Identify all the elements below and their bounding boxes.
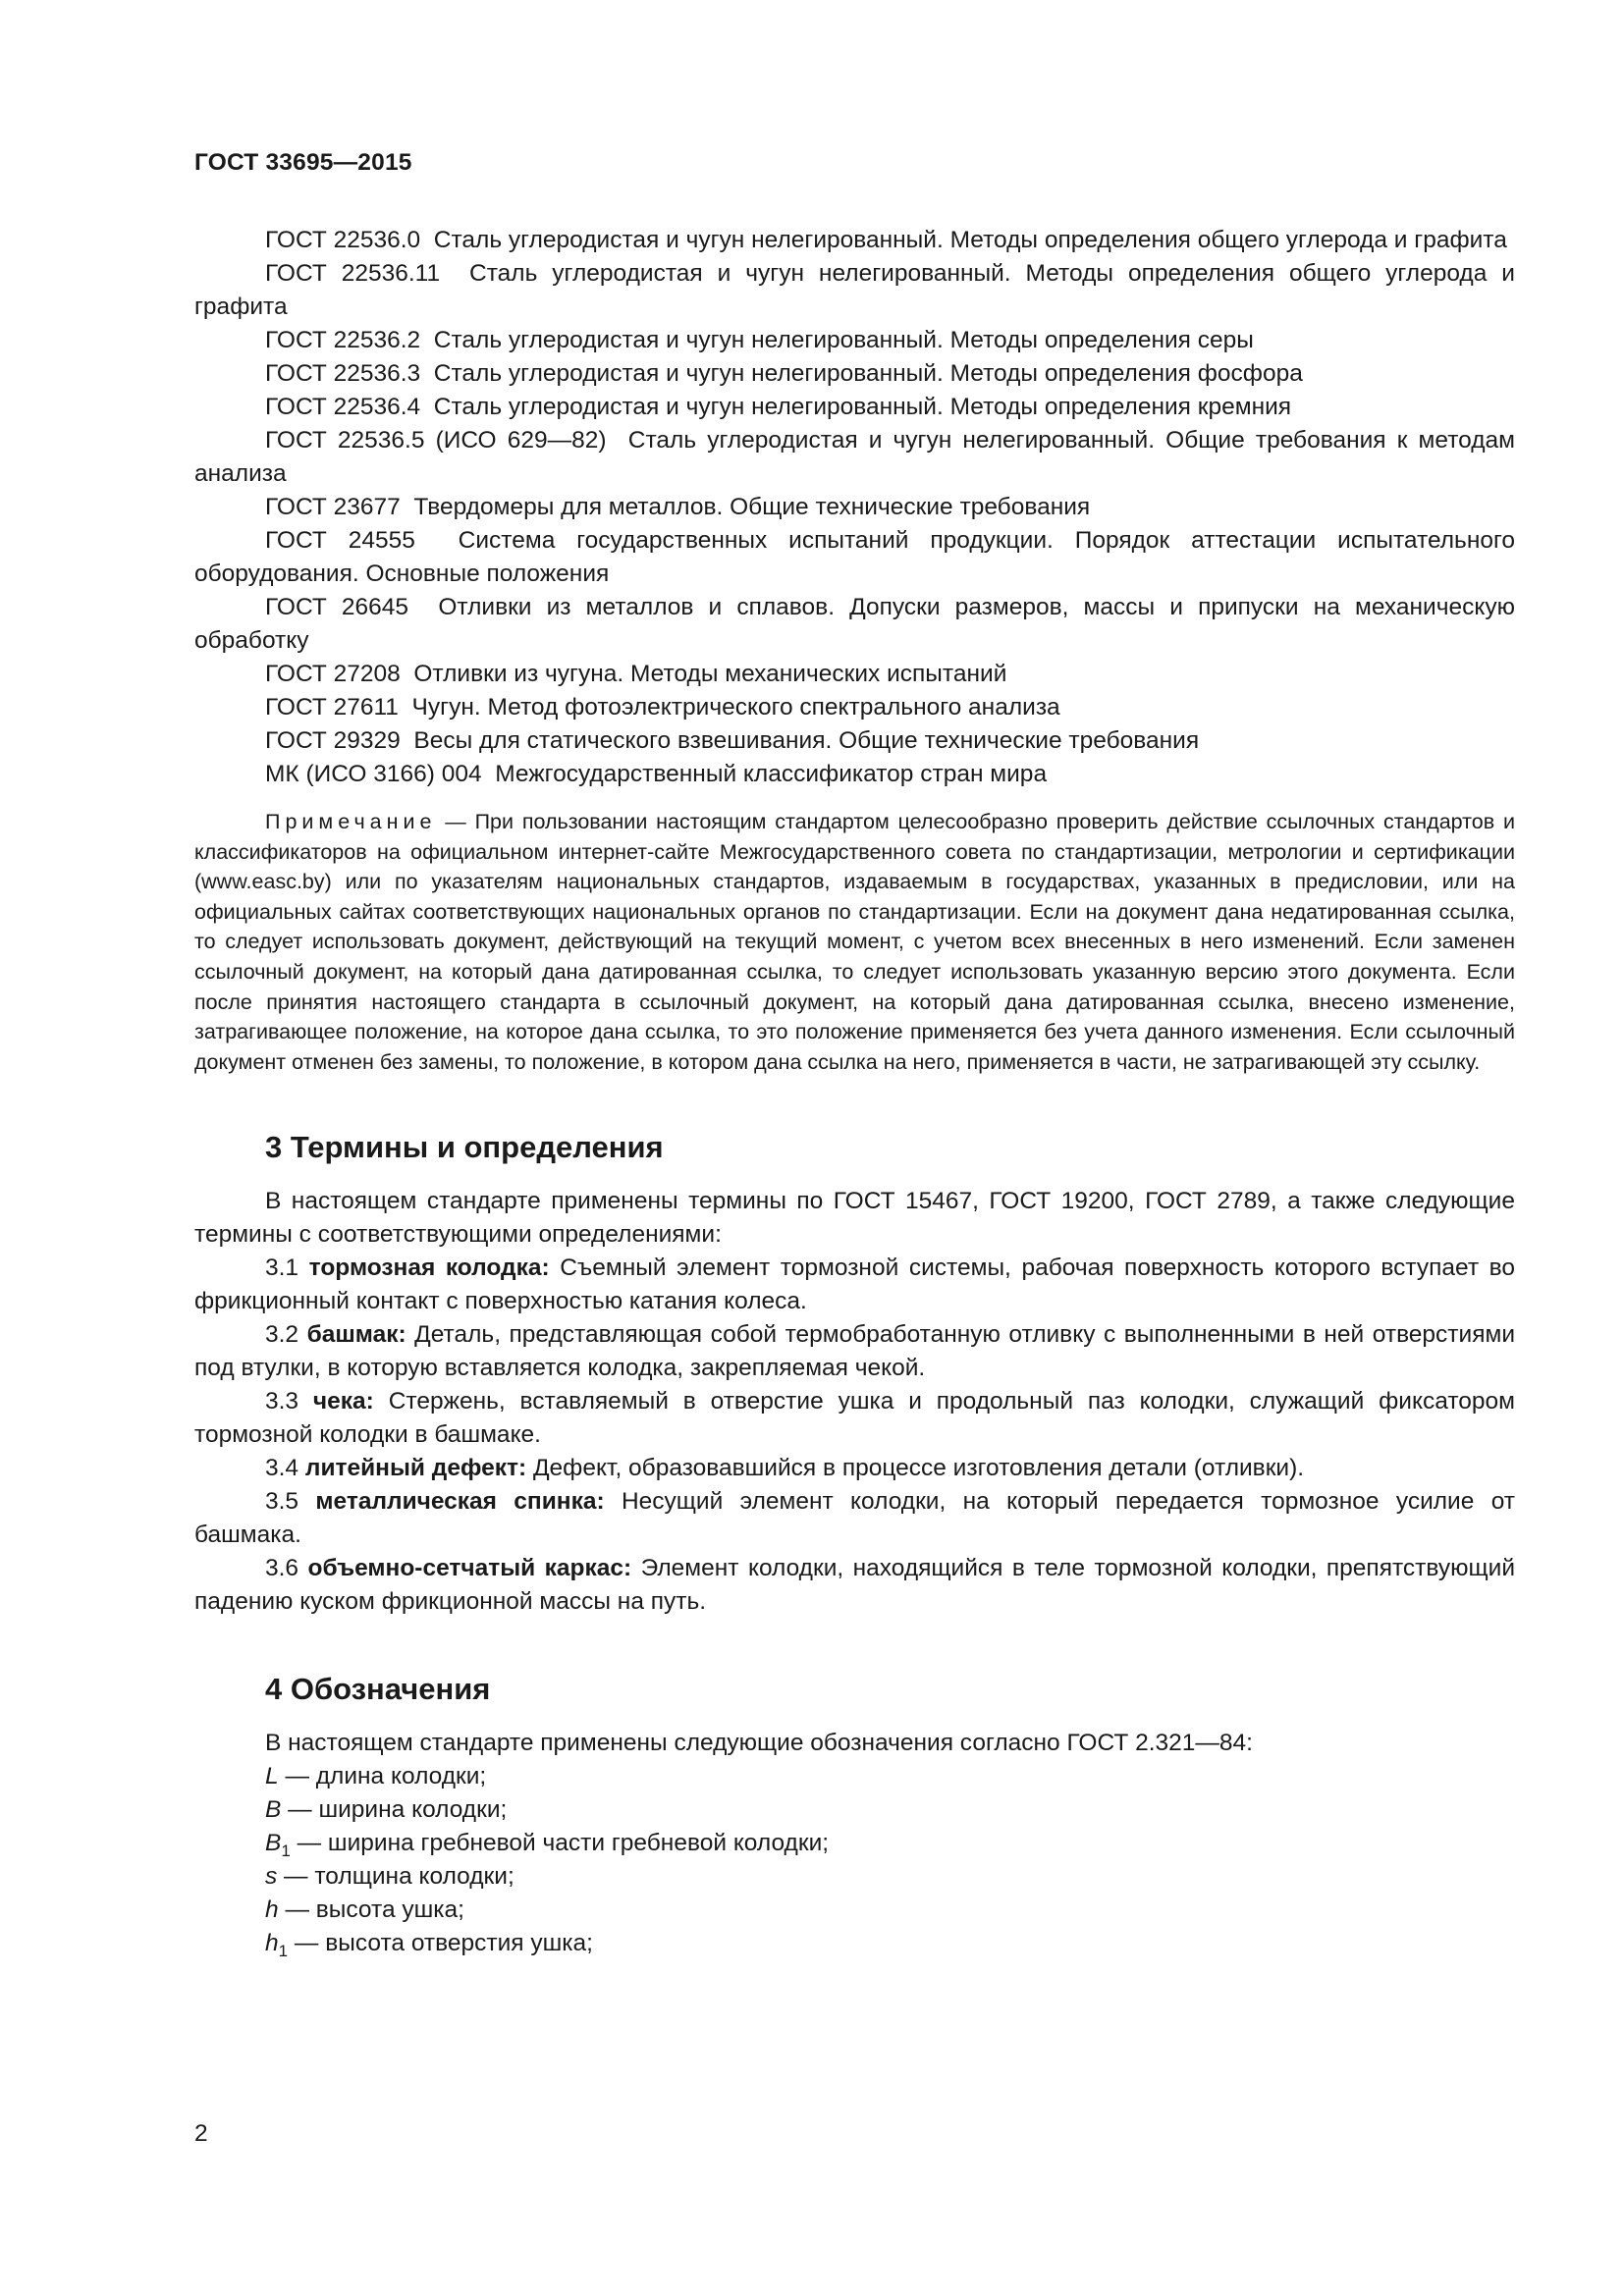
reference-code: ГОСТ 27208 — [265, 661, 401, 687]
page-content — [194, 224, 1515, 1960]
reference-code: ГОСТ 22536.5 (ИСО 629—82) — [265, 427, 607, 454]
reference-item — [194, 224, 1515, 257]
reference-code: ГОСТ 22536.3 — [265, 360, 421, 387]
section-4-body — [194, 1727, 1515, 1960]
term-text: Дефект, образовавшийся в процессе изготовления детали (отливки). — [532, 1455, 1305, 1482]
symbol: h — [265, 1930, 279, 1957]
reference-title: Сталь углеродистая и чугун нелегированный. Методы определения общего углерода и графита — [194, 260, 1515, 320]
reference-item — [194, 524, 1515, 591]
symbol-item — [194, 1760, 1515, 1793]
section-3-intro: В настоящем стандарте применены термины по ГОСТ 15467, ГОСТ 19200, ГОСТ 2789, а также следующие термины с соответствующими определениями: — [194, 1188, 1515, 1249]
note-label: Примечание — [265, 810, 437, 833]
page-number: 2 — [194, 2120, 208, 2147]
reference-title: Межгосударственный классификатор стран мира — [495, 761, 1048, 787]
reference-item — [194, 691, 1515, 724]
term-number: 3.4 — [265, 1455, 299, 1482]
reference-item — [194, 257, 1515, 324]
reference-code: ГОСТ 22536.0 — [265, 227, 421, 253]
term-number: 3.1 — [265, 1255, 299, 1282]
symbol-item — [194, 1827, 1515, 1860]
reference-title: Твердомеры для металлов. Общие технические требования — [413, 494, 1091, 520]
reference-code: МК (ИСО 3166) 004 — [265, 761, 482, 787]
reference-item — [194, 357, 1515, 391]
symbol-item — [194, 1927, 1515, 1960]
symbol-item — [194, 1793, 1515, 1827]
symbol-description: — высота отверстия ушка; — [288, 1930, 593, 1957]
reference-item — [194, 324, 1515, 357]
term-definition — [194, 1252, 1515, 1318]
section-4-intro: В настоящем стандарте применены следующие обозначения согласно ГОСТ 2.321—84: — [265, 1730, 1253, 1757]
symbol-item — [194, 1860, 1515, 1894]
reference-code: ГОСТ 22536.2 — [265, 327, 421, 353]
reference-code: ГОСТ 24555 — [265, 527, 415, 554]
term-number: 3.5 — [265, 1488, 299, 1516]
reference-title: Чугун. Метод фотоэлектрического спектрального анализа — [411, 694, 1060, 721]
symbol: s — [265, 1863, 278, 1891]
reference-item — [194, 491, 1515, 524]
reference-code: ГОСТ 29329 — [265, 727, 401, 754]
term-text: Деталь, представляющая собой термобработанную отливку с выполненными в ней отверстиями под втулки, в которую вставляется колодка, закрепляемая чекой. — [194, 1321, 1516, 1382]
term-name: металлическая спинка: — [315, 1488, 605, 1516]
reference-item — [194, 591, 1515, 658]
reference-title: Сталь углеродистая и чугун нелегированный. Методы определения фосфора — [433, 360, 1303, 387]
symbol: B — [265, 1830, 282, 1857]
reference-title: Весы для статического взвешивания. Общие технические требования — [413, 727, 1200, 754]
normative-references-list — [194, 224, 1515, 791]
term-name: чека: — [312, 1388, 374, 1415]
reference-title: Сталь углеродистая и чугун нелегированный. Методы определения кремния — [433, 394, 1292, 420]
reference-title: Сталь углеродистая и чугун нелегированный. Методы определения серы — [433, 327, 1254, 353]
term-definition — [194, 1452, 1515, 1485]
term-name: тормозная колодка: — [308, 1255, 550, 1282]
reference-code: ГОСТ 26645 — [265, 594, 409, 620]
reference-item — [194, 658, 1515, 691]
section-4-heading: 4 Обозначения — [265, 1672, 491, 1707]
term-text: Съемный элемент тормозной системы, рабочая поверхность которого вступает во фрикционный контакт с поверхностью катания колеса. — [194, 1255, 1515, 1315]
symbol-description: — высота ушка; — [278, 1896, 464, 1924]
term-definition — [194, 1485, 1515, 1552]
term-text: Элемент колодки, находящийся в теле тормозной колодки, препятствующий падению куском фрикционной массы на путь. — [194, 1555, 1516, 1616]
term-text: Стержень, вставляемый в отверстие ушка и продольный паз колодки, служащий фиксатором тормозной колодки в башмаке. — [194, 1388, 1515, 1449]
section-3-body — [194, 1185, 1515, 1619]
symbol: L — [265, 1763, 279, 1790]
symbol-item — [194, 1894, 1515, 1927]
term-name: объемно-сетчатый каркас: — [307, 1555, 632, 1582]
symbol-subscript: 1 — [278, 1942, 289, 1961]
symbol: B — [265, 1796, 282, 1824]
reference-code: ГОСТ 22536.4 — [265, 394, 421, 420]
symbol-description: — толщина колодки; — [277, 1863, 514, 1891]
reference-title: Отливки из чугуна. Методы механических испытаний — [413, 661, 1007, 687]
reference-item — [194, 424, 1515, 491]
symbol-subscript: 1 — [281, 1842, 291, 1861]
section-3-heading: 3 Термины и определения — [265, 1130, 664, 1165]
reference-item — [194, 391, 1515, 424]
reference-code: ГОСТ 27611 — [265, 694, 399, 721]
term-name: башмак: — [306, 1321, 406, 1349]
note-paragraph — [194, 807, 1515, 1077]
reference-code: ГОСТ 23677 — [265, 494, 401, 520]
reference-title: Сталь углеродистая и чугун нелегированный. Общие требования к методам анализа — [194, 427, 1515, 487]
reference-title: Сталь углеродистая и чугун нелегированный. Методы определения общего углерода и графита — [433, 227, 1507, 253]
symbol: h — [265, 1896, 279, 1924]
reference-item — [194, 758, 1515, 791]
note-text: — При пользовании настоящим стандартом целесообразно проверить действие ссылочных стандартов и классификаторов на официальном интернет-сайте Межгосударственного совета по стандартизации, метрологии и сертификации (www.easc.by) или по указателям национальных стандартов, издаваемым в государствах, указанных в предисловии, или на официальных сайтах соответствующих национальных органов по стандартизации. Если на документ дана недатированная ссылка, то следует использовать документ, действующий на текущий момент, с учетом всех внесенных в него изменений. Если заменен ссылочный документ, на который дана датированная ссылка, то следует использовать указанную версию этого документа. Если после принятия настоящего стандарта в ссылочный документ, на который дана датированная ссылка, внесено изменение, затрагивающее положение, на которое дана ссылка, то это положение применяется без учета данного изменения. Если ссылочный документ отменен без замены, то положение, в котором дана ссылка на него, применяется в части, не затрагивающей эту ссылку. — [194, 810, 1515, 1074]
symbol-description: — ширина колодки; — [281, 1796, 508, 1824]
reference-item — [194, 724, 1515, 758]
reference-code: ГОСТ 22536.11 — [265, 260, 441, 287]
symbol-description: — длина колодки; — [278, 1763, 487, 1790]
symbol-description: — ширина гребневой части гребневой колодки; — [290, 1830, 830, 1857]
term-definition — [194, 1318, 1515, 1385]
term-definition — [194, 1552, 1515, 1619]
term-text: Несущий элемент колодки, на который передается тормозное усилие от башмака. — [194, 1488, 1515, 1549]
term-name: литейный дефект: — [304, 1455, 527, 1482]
term-number: 3.2 — [265, 1321, 299, 1349]
reference-title: Система государственных испытаний продукции. Порядок аттестации испытательного оборудования. Основные положения — [194, 527, 1515, 587]
term-definition — [194, 1385, 1515, 1452]
term-number: 3.3 — [265, 1388, 299, 1415]
reference-title: Отливки из металлов и сплавов. Допуски размеров, массы и припуски на механическую обработку — [194, 594, 1515, 654]
term-number: 3.6 — [265, 1555, 299, 1582]
document-header: ГОСТ 33695—2015 — [194, 149, 412, 176]
